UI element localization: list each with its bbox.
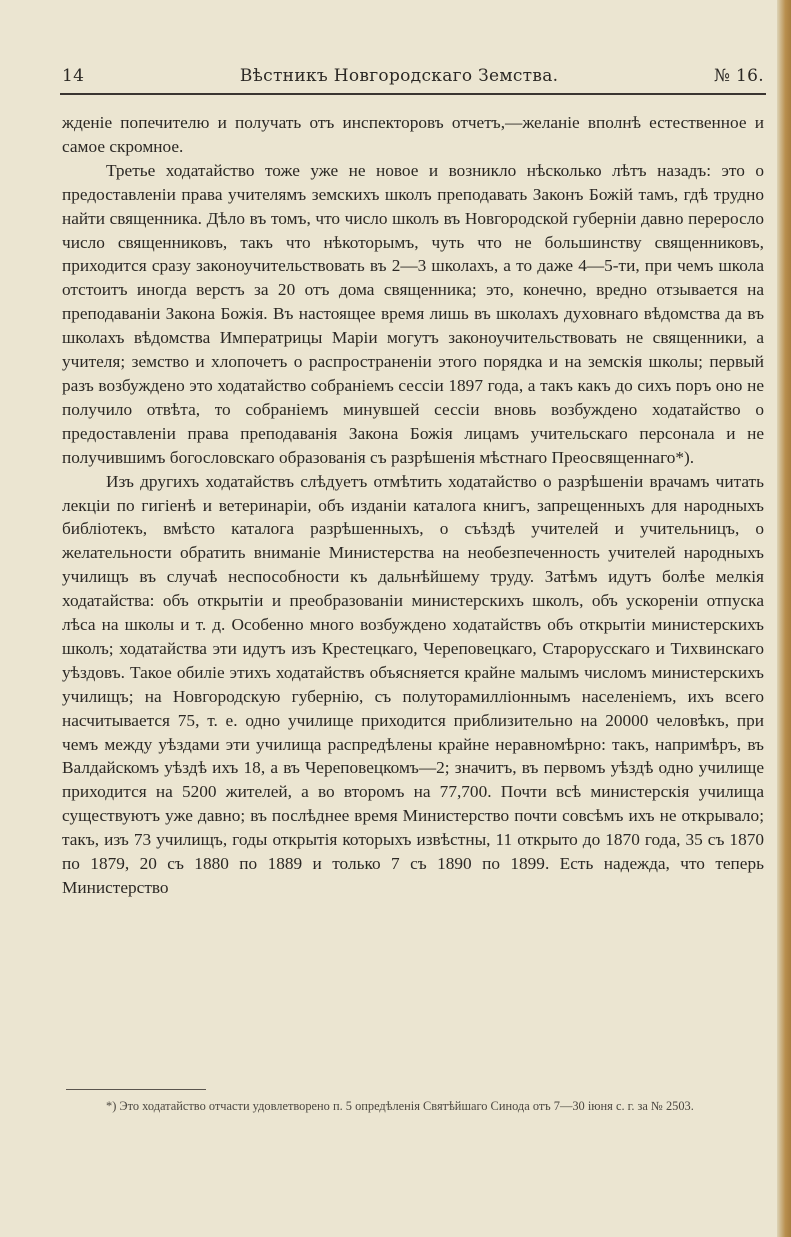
issue-number: № 16. — [713, 66, 764, 86]
article-body — [62, 111, 764, 900]
journal-title: Вѣстникъ Новгородскаго Земства. — [239, 66, 559, 86]
footnote-rule — [66, 1089, 206, 1090]
running-header — [62, 66, 764, 86]
page-number: 14 — [62, 66, 85, 86]
page-edge-binding — [777, 0, 791, 1237]
paragraph-continuation: жденіе попечителю и получать отъ инспекторовъ отчетъ,—желаніе вполнѣ естественное и самое скромное. — [62, 113, 764, 156]
header-rule — [60, 93, 766, 95]
paragraph-other-petitions: Изъ другихъ ходатайствъ слѣдуетъ отмѣтить ходатайство о разрѣшеніи врачамъ читать лекціи по гигіенѣ и ветеринаріи, объ изданіи каталога книгъ, запрещенныхъ для народныхъ библіотекъ, вмѣсто каталога разрѣшенныхъ, о съѣздѣ учителей и учительницъ, о желательности обратить вниманіе Министерства на необезпеченность учителей народныхъ училищъ въ случаѣ неспособности къ дальнѣйшему труду. Затѣмъ идутъ болѣе мелкія ходатайства: объ открытіи и преобразованіи министерскихъ школъ, объ ускореніи отпуска лѣса на школы и т. д. Особенно много возбуждено ходатайствъ объ открытіи министерскихъ школъ; ходатайства эти идутъ изъ Крестецкаго, Череповецкаго, Старорусскаго и Тихвинскаго уѣздовъ. Такое обиліе этихъ ходатайствъ объясняется крайне малымъ числомъ министерскихъ училищъ; на Новгородскую губернію, съ полуторамилліоннымъ населеніемъ, ихъ всего насчитывается 75, т. е. одно училище приходится приблизительно на 20000 человѣкъ, при чемъ между уѣздами эти училища распредѣлены крайне неравномѣрно: такъ, напримѣръ, въ Валдайскомъ уѣздѣ ихъ 18, а въ Череповецкомъ—2; значитъ, въ первомъ уѣздѣ одно училище приходится на 5200 жителей, а во второмъ на 77,700. Почти всѣ министерскія училища существуютъ уже давно; въ послѣднее время Министерство почти совсѣмъ ихъ не открывало; такъ, изъ 73 училищъ, годы открытія которыхъ извѣстны, 11 открыто до 1870 года, 35 съ 1870 по 1879, 20 съ 1880 по 1889 и только 7 съ 1890 по 1899. Есть надежда, что теперь Министерство — [62, 471, 764, 897]
footnote: *) Это ходатайство отчасти удовлетворено п. 5 опредѣленія Святѣйшаго Синода отъ 7—30 іюня с. г. за № 2503. — [106, 1099, 694, 1113]
paragraph-third-petition: Третье ходатайство тоже уже не новое и возникло нѣсколько лѣтъ назадъ: это о предоставленіи права учителямъ земскихъ школъ преподавать Законъ Божій тамъ, гдѣ трудно найти священника. Дѣло въ томъ, что число школъ въ Новгородской губерніи давно переросло число священниковъ, такъ что нѣкоторымъ, чуть что не большинству священниковъ, приходится сразу законоучительствовать въ 2—3 школахъ, а то даже 4—5-ти, при чемъ школа отстоитъ иногда верстъ за 20 отъ дома священника; это, конечно, вредно отзывается на преподаваніи Закона Божія. Въ настоящее время лишь въ школахъ духовнаго вѣдомства да въ школахъ вѣдомства Императрицы Маріи могутъ законоучительствовать не священники, а учителя; земство и хлопочетъ о распространеніи этого порядка и на земскія школы; первый разъ возбуждено это ходатайство собраніемъ сессіи 1897 года, а такъ какъ до сихъ поръ оно не получило отвѣта, то собраніемъ минувшей сессіи вновь возбуждено ходатайство о предоставленіи права преподаванія Закона Божія лицамъ учительскаго персонала и не получившимъ богословскаго образованія съ разрѣшенія мѣстнаго Преосвященнаго*). — [62, 160, 764, 467]
